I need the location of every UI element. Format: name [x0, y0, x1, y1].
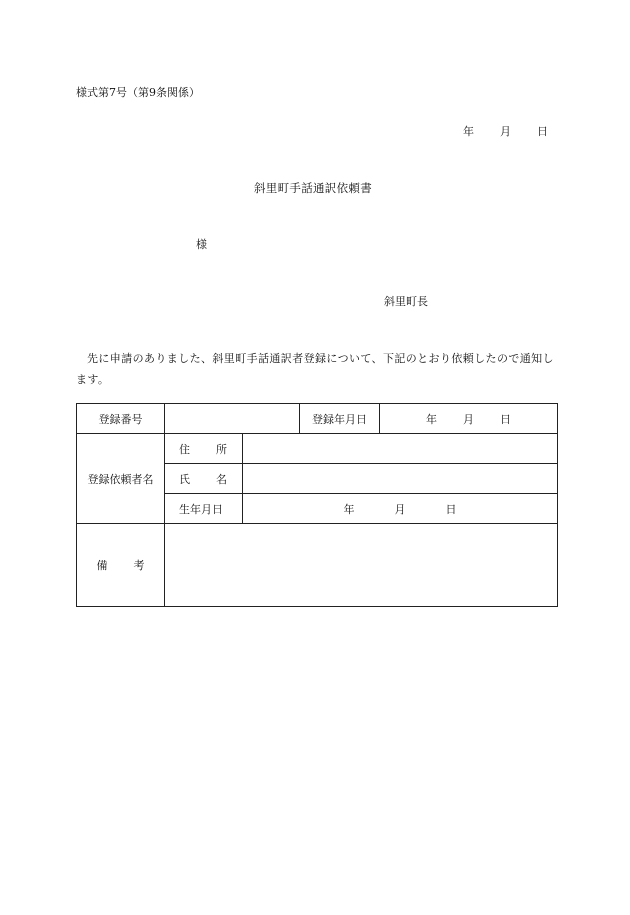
table-row: [77, 524, 558, 607]
registration-number-value[interactable]: [165, 404, 300, 434]
birth-date-value[interactable]: [243, 494, 558, 524]
issuer: 斜里町長: [384, 295, 428, 308]
address-label-2: 所: [216, 442, 227, 456]
document-title: 斜里町手話通訳依頼書: [254, 181, 372, 195]
registration-date-label: 登録年月日: [300, 404, 380, 434]
table-row: [77, 434, 558, 464]
address-label: [165, 434, 243, 464]
address-label-1: 住: [179, 442, 190, 456]
name-label-2: 名: [216, 472, 227, 486]
birth-date-label: 生年月日: [165, 494, 243, 524]
remarks-label: [77, 524, 165, 607]
address-value[interactable]: [243, 434, 558, 464]
date-year: 年: [463, 125, 474, 138]
remarks-label-1: 備: [96, 559, 108, 572]
table-row: [77, 404, 558, 434]
body-text: 先に申請のありました、斜里町手話通訳者登録について、下記のとおり依頼したので通知します。: [76, 352, 554, 386]
issue-date: [463, 123, 548, 139]
registration-number-label: 登録番号: [77, 404, 165, 434]
reg-date-month: 月: [463, 412, 474, 426]
reg-date-year: 年: [426, 412, 437, 426]
remarks-value[interactable]: [165, 524, 558, 607]
date-day: 日: [537, 125, 548, 138]
name-label: [165, 464, 243, 494]
birth-month: 月: [394, 502, 406, 516]
birth-year: 年: [343, 502, 355, 516]
remarks-label-2: 考: [133, 559, 145, 572]
requester-label: 登録依頼者名: [77, 434, 165, 524]
registration-date-value[interactable]: [380, 404, 558, 434]
date-month: 月: [500, 125, 511, 138]
name-value[interactable]: [243, 464, 558, 494]
name-label-1: 氏: [179, 472, 190, 486]
form-number: 様式第7号（第9条関係）: [76, 86, 200, 99]
addressee: 様: [196, 238, 207, 251]
birth-day: 日: [445, 502, 457, 516]
reg-date-day: 日: [500, 412, 511, 426]
registration-table: [76, 403, 558, 607]
